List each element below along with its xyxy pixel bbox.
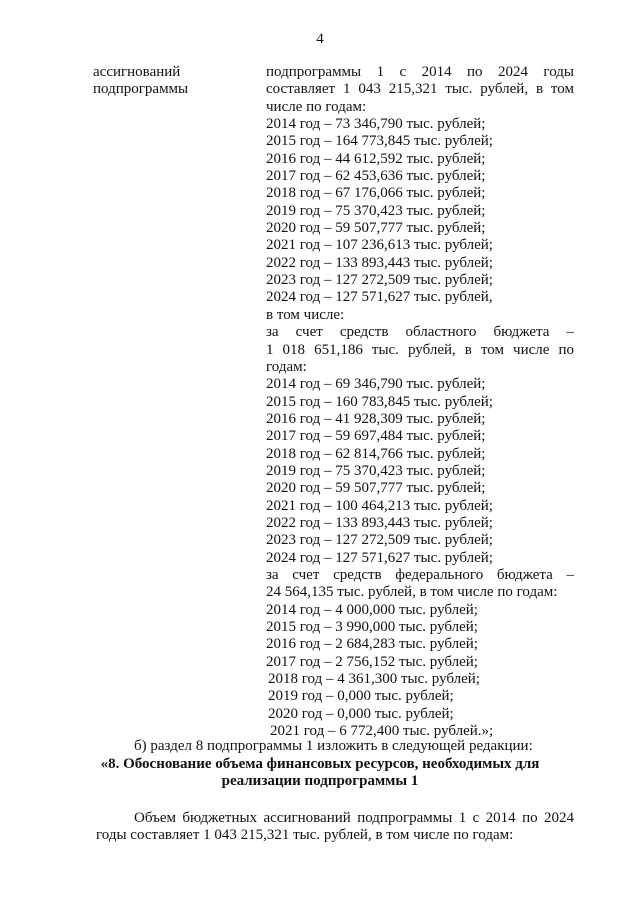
list-item: 2016 год – 2 684,283 тыс. рублей; <box>266 636 478 653</box>
list-item: 2018 год – 4 361,300 тыс. рублей; <box>268 671 480 688</box>
regional-tail: годам: <box>266 358 307 375</box>
amendment-instruction: б) раздел 8 подпрограммы 1 изложить в следующей редакции: <box>134 738 533 754</box>
list-item: 2020 год – 59 507,777 тыс. рублей; <box>266 480 486 497</box>
list-item: 2022 год – 133 893,443 тыс. рублей; <box>266 254 493 271</box>
list-item: 2022 год – 133 893,443 тыс. рублей; <box>266 514 493 531</box>
list-item: 2019 год – 75 370,423 тыс. рублей; <box>266 462 486 479</box>
list-item: 2015 год – 3 990,000 тыс. рублей; <box>266 619 478 635</box>
list-item: 2017 год – 62 453,636 тыс. рублей; <box>266 168 486 185</box>
section-heading <box>0 756 640 791</box>
intro-line: подпрограммы 1 с 2014 по 2024 годы <box>266 64 574 80</box>
list-item: 2016 год – 41 928,309 тыс. рублей; <box>266 410 486 427</box>
label-line: подпрограммы <box>93 81 189 98</box>
section-heading-line: реализации подпрограммы 1 <box>221 773 419 790</box>
page-number: 4 <box>316 31 324 47</box>
list-item: 2016 год – 44 612,592 тыс. рублей; <box>266 150 486 167</box>
list-item: 2020 год – 59 507,777 тыс. рублей; <box>266 220 486 237</box>
list-item: 2021 год – 107 236,613 тыс. рублей; <box>266 237 493 254</box>
intro-line: составляет 1 043 215,321 тыс. рублей, в том <box>266 81 574 98</box>
list-item: 2014 год – 73 346,790 тыс. рублей; <box>266 116 486 133</box>
paragraph-line: годы составляет 1 043 215,321 тыс. рублей, в том числе по годам: <box>96 827 514 844</box>
list-item: 2021 год – 6 772,400 тыс. рублей.»; <box>270 723 494 740</box>
list-item: 2019 год – 0,000 тыс. рублей; <box>268 688 454 705</box>
table-content-cell <box>266 64 574 740</box>
paragraph-line: Объем бюджетных ассигнований подпрограммы 1 с 2014 по 2024 <box>134 810 574 826</box>
list-item: 2015 год – 164 773,845 тыс. рублей; <box>266 133 493 150</box>
list-item: 2023 год – 127 272,509 тыс. рублей; <box>266 532 493 549</box>
list-item: 2017 год – 2 756,152 тыс. рублей; <box>266 653 478 670</box>
list-item: 2014 год – 4 000,000 тыс. рублей; <box>266 601 478 618</box>
intro-tail: числе по годам: <box>266 98 367 115</box>
label-line: ассигнований <box>93 64 181 80</box>
total-by-year-list <box>266 116 574 307</box>
list-item: 2023 год – 127 272,509 тыс. рублей; <box>266 272 493 289</box>
federal-tail: 24 564,135 тыс. рублей, в том числе по годам: <box>266 584 558 601</box>
regional-line: за счет средств областного бюджета – <box>266 324 574 341</box>
section-heading-line: «8. Обоснование объема финансовых ресурсов, необходимых для <box>100 756 540 772</box>
list-item: 2021 год – 100 464,213 тыс. рублей; <box>266 497 493 514</box>
regional-by-year-list <box>266 376 574 567</box>
list-item: 2019 год – 75 370,423 тыс. рублей; <box>266 202 486 219</box>
federal-line: за счет средств федерального бюджета – <box>266 566 574 583</box>
list-item: 2017 год – 59 697,484 тыс. рублей; <box>266 428 486 445</box>
list-item: 2020 год – 0,000 тыс. рублей; <box>268 705 454 722</box>
list-item: 2015 год – 160 783,845 тыс. рублей; <box>266 393 493 410</box>
list-item: 2024 год – 127 571,627 тыс. рублей, <box>266 289 493 306</box>
regional-line: 1 018 651,186 тыс. рублей, в том числе по <box>266 341 574 358</box>
list-item: 2024 год – 127 571,627 тыс. рублей; <box>266 549 493 566</box>
list-item: 2014 год – 69 346,790 тыс. рублей; <box>266 376 486 393</box>
list-item: 2018 год – 67 176,066 тыс. рублей; <box>266 185 486 202</box>
table-label-cell <box>93 64 243 99</box>
budget-paragraph <box>96 810 574 845</box>
list-item: 2018 год – 62 814,766 тыс. рублей; <box>266 445 486 462</box>
including-label: в том числе: <box>266 306 345 323</box>
federal-by-year-list <box>266 602 574 741</box>
